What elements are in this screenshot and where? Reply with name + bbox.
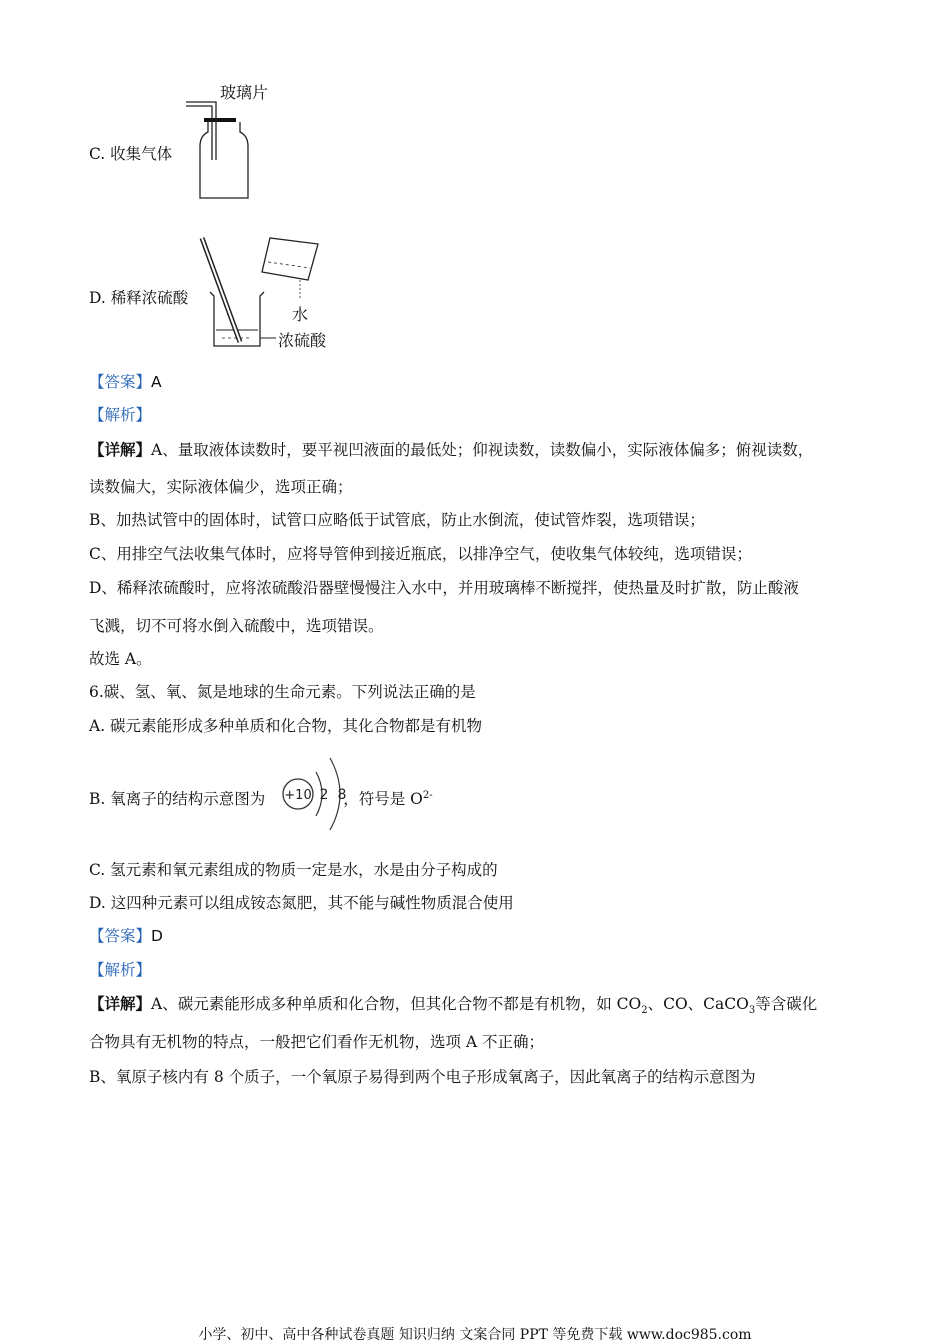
water-label: 水 xyxy=(292,305,309,324)
q6-detail-line-2: 合物具有无机物的特点，一般把它们看作无机物，选项 A 不正确； xyxy=(89,1033,545,1051)
q5-answer xyxy=(89,372,162,392)
detail-tag: 【详解】 xyxy=(89,440,152,459)
glass-plate-label: 玻璃片 xyxy=(220,83,269,102)
q6-stem: 6.碳、氢、氧、氮是地球的生命元素。下列说法正确的是 xyxy=(89,683,476,701)
subscript: 3 xyxy=(748,1005,756,1017)
detail-text: 、CO、CaCO xyxy=(647,995,749,1013)
q6-detail-line-3: B、氧原子核内有 8 个质子，一个氧原子易得到两个电子形成氧离子，因此氧离子的结构示意图为 xyxy=(89,1068,756,1086)
acid-label: 浓硫酸 xyxy=(278,331,327,350)
analysis-tag: 【解析】 xyxy=(89,961,152,979)
q5-analysis-tag xyxy=(89,405,151,425)
dilute-acid-figure xyxy=(196,232,346,352)
q6-option-c: C. 氢元素和氧元素组成的物质一定是水，水是由分子构成的 xyxy=(89,861,498,879)
q6-option-d: D. 这四种元素可以组成铵态氮肥，其不能与碱性物质混合使用 xyxy=(89,894,514,912)
page-footer: 小学、初中、高中各种试卷真题 知识归纳 文案合同 PPT 等免费下载 www.doc985.com xyxy=(198,1327,752,1343)
q6-option-b xyxy=(89,789,433,809)
option-d-label: D. 稀释浓硫酸 xyxy=(89,289,189,307)
shell-1-electrons: 2 xyxy=(319,787,329,803)
subscript: 2 xyxy=(641,1005,648,1017)
answer-value: D xyxy=(151,927,163,945)
gas-collection-figure xyxy=(182,80,282,202)
q5-detail-line-6: 飞溅，切不可将水倒入硫酸中，选项错误。 xyxy=(89,617,384,635)
answer-tag: 【答案】 xyxy=(89,373,152,391)
option-b-symbol: ，符号是 O xyxy=(343,790,423,808)
q5-detail-line-5: D、稀释浓硫酸时，应将浓硫酸沿器壁慢慢注入水中，并用玻璃棒不断搅拌，使热量及时扩散，防止酸液 xyxy=(89,579,799,597)
q6-detail-line-1 xyxy=(89,994,818,1017)
q5-conclusion: 故选 A。 xyxy=(89,650,152,668)
q6-answer xyxy=(89,926,163,946)
q6-option-a: A. 碳元素能形成多种单质和化合物，其化合物都是有机物 xyxy=(89,717,483,735)
detail-tag: 【详解】 xyxy=(89,994,152,1013)
detail-text: A、碳元素能形成多种单质和化合物，但其化合物不都是有机物，如 CO xyxy=(151,995,642,1013)
detail-text: A、量取液体读数时，要平视凹液面的最低处；仰视读数，读数偏小，实际液体偏多；俯视读数， xyxy=(151,441,814,459)
answer-value: A xyxy=(151,373,162,391)
q6-analysis-tag xyxy=(89,960,151,980)
analysis-tag: 【解析】 xyxy=(89,406,152,424)
q5-detail-line-2: 读数偏大，实际液体偏少，选项正确； xyxy=(89,478,353,496)
q5-detail-line-3: B、加热试管中的固体时，试管口应略低于试管底，防止水倒流，使试管炸裂，选项错误； xyxy=(89,511,705,529)
detail-text: 等含碳化 xyxy=(755,995,818,1013)
nucleus-charge: +10 xyxy=(284,788,312,803)
answer-tag: 【答案】 xyxy=(89,927,152,945)
option-c-label: C. 收集气体 xyxy=(89,145,173,163)
option-b-charge: 2- xyxy=(422,789,433,801)
q5-detail-line-4: C、用排空气法收集气体时，应将导管伸到接近瓶底，以排净空气，使收集气体较纯，选项错误； xyxy=(89,545,752,563)
shell-2-electrons: 8 xyxy=(337,787,347,803)
oxygen-ion-diagram xyxy=(280,752,360,836)
option-b-text: B. 氧离子的结构示意图为 xyxy=(89,790,266,808)
q5-detail-line-1 xyxy=(89,440,813,460)
